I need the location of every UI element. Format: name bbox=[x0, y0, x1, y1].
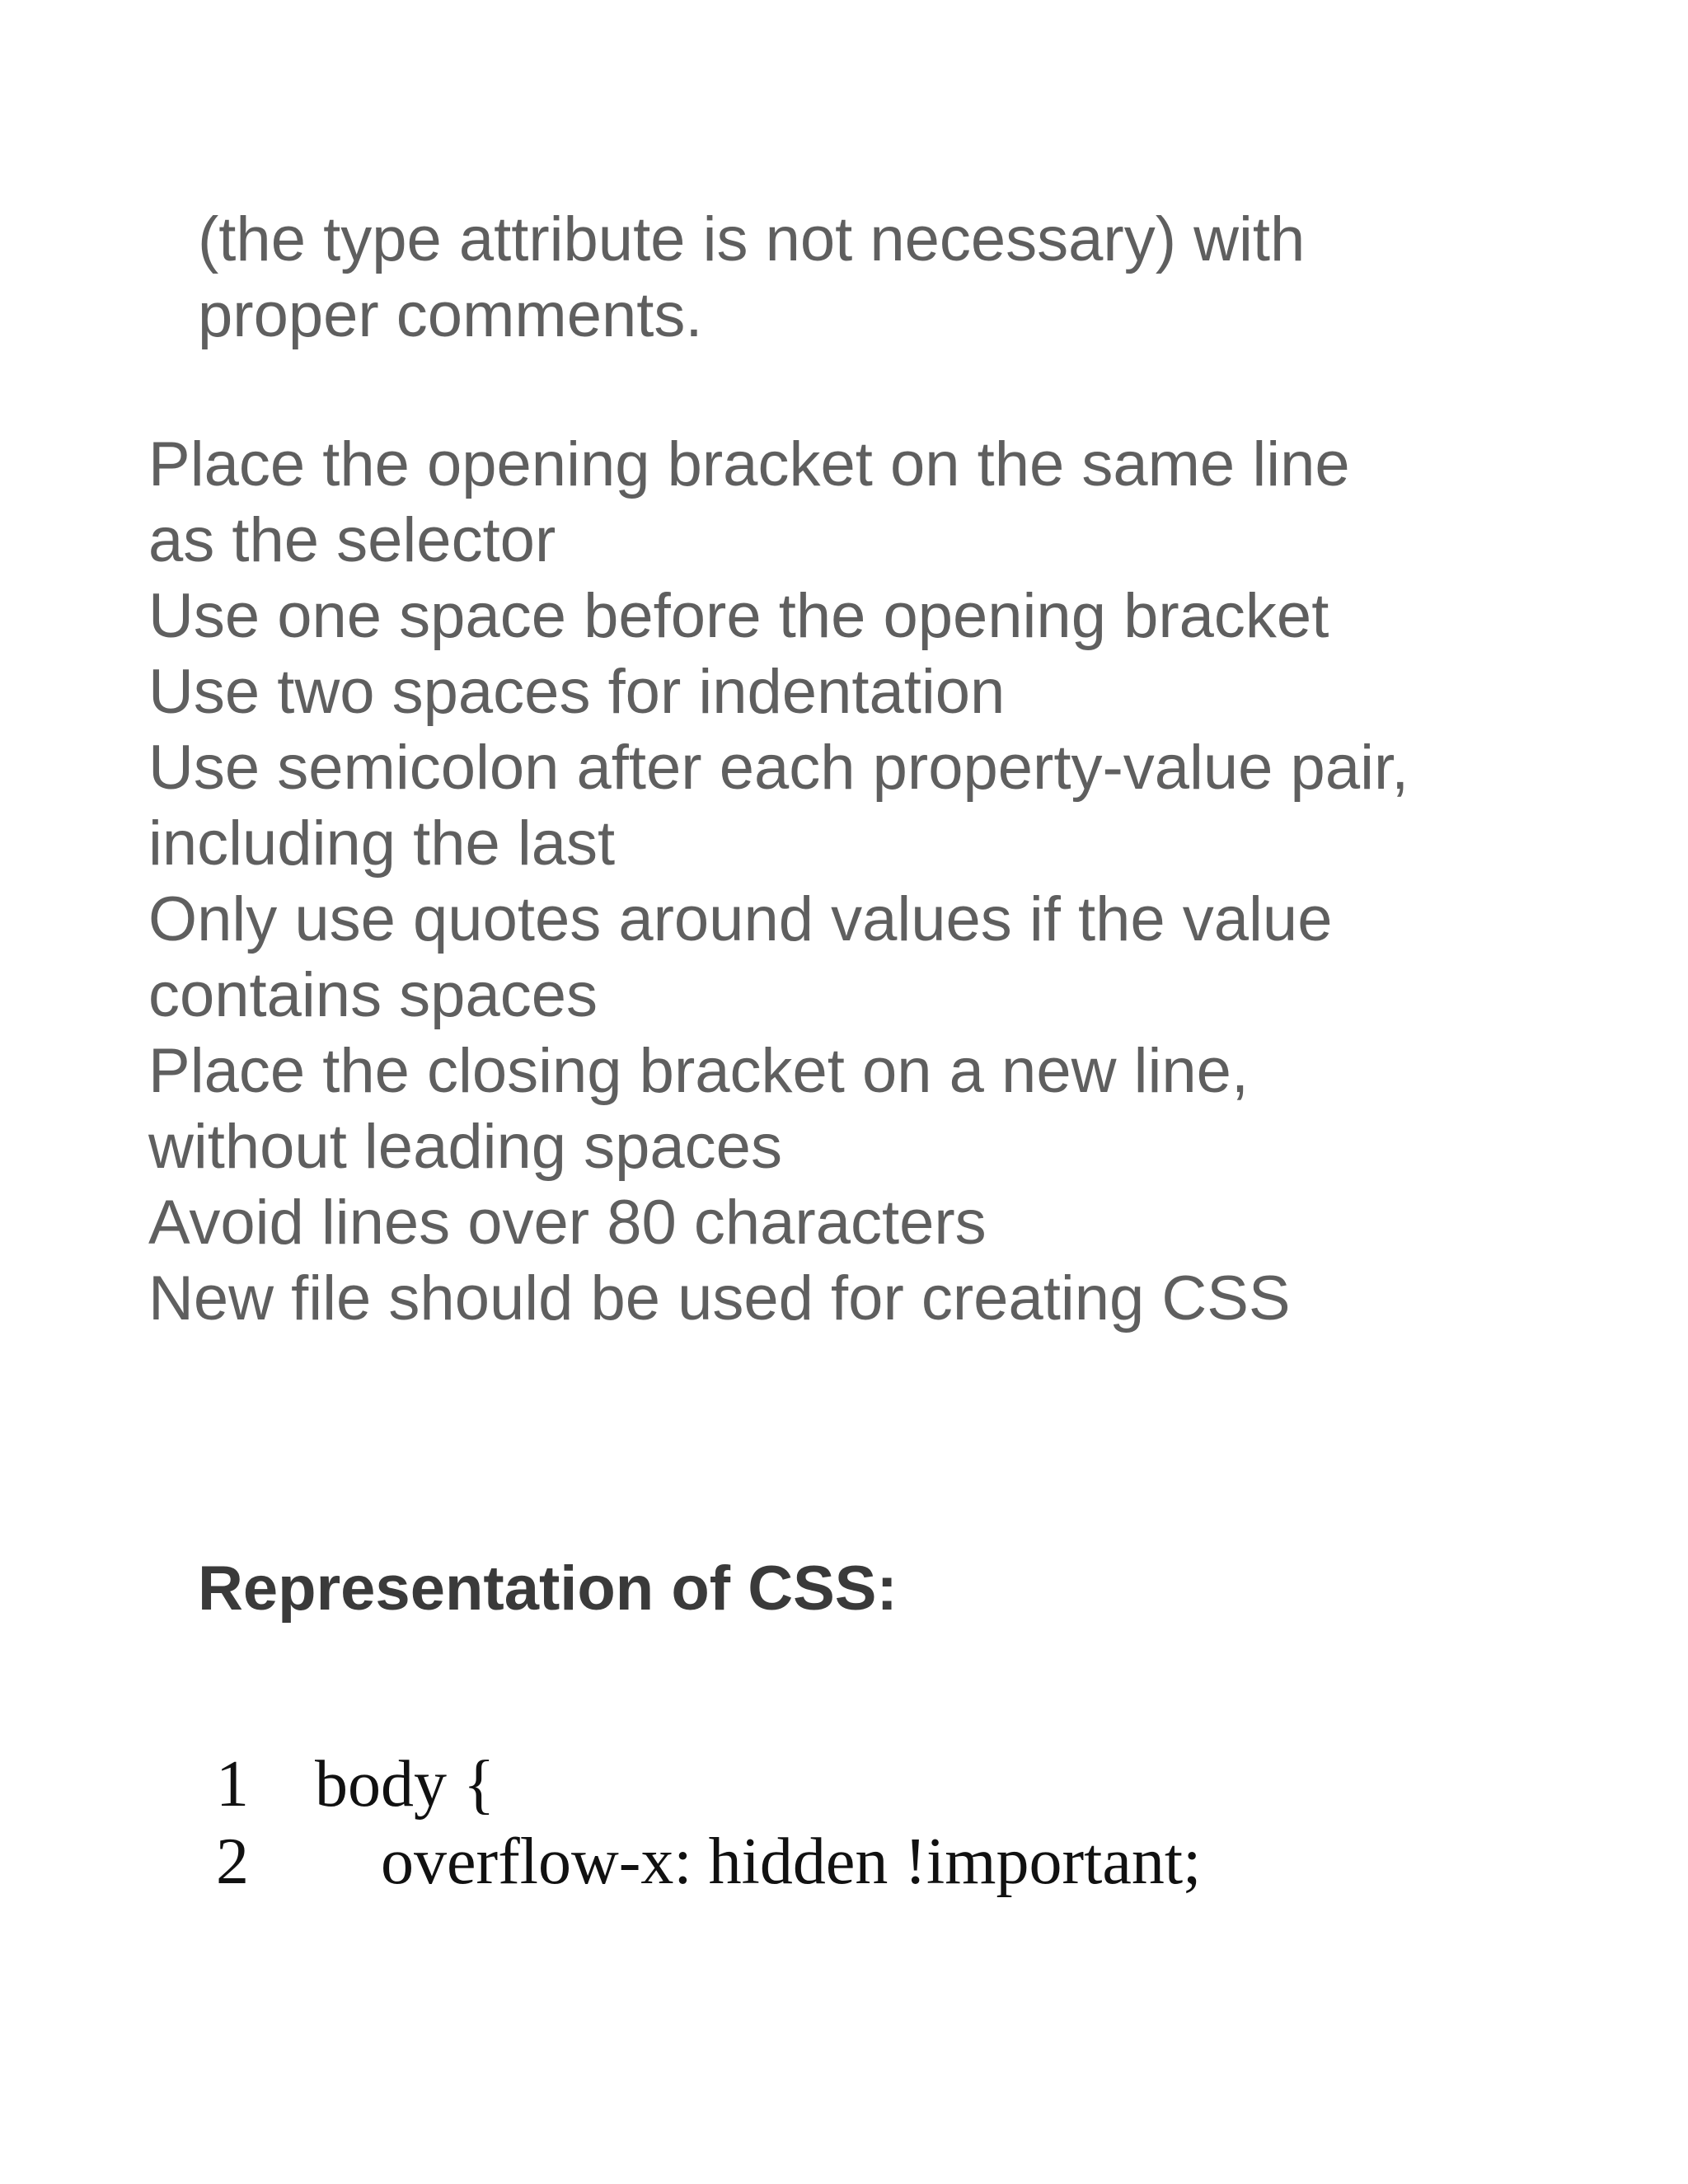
rule-line: Use one space before the opening bracket bbox=[148, 581, 1329, 651]
rule-item bbox=[148, 730, 1648, 882]
rule-line: Place the opening bracket on the same line bbox=[148, 429, 1350, 499]
intro-line: (the type attribute is not necessary) with bbox=[198, 204, 1306, 274]
rule-line: contains spaces bbox=[148, 960, 598, 1030]
section-heading: Representation of CSS: bbox=[198, 1554, 898, 1624]
line-number: 2 bbox=[216, 1825, 249, 1898]
code-text: overflow-x: hidden !important; bbox=[315, 1825, 1202, 1898]
rule-line: Only use quotes around values if the value bbox=[148, 884, 1333, 954]
line-number: 1 bbox=[216, 1748, 249, 1821]
css-rules-list bbox=[148, 427, 1648, 1337]
rule-line: Use two spaces for indentation bbox=[148, 657, 1006, 727]
code-text: body { bbox=[315, 1748, 495, 1821]
rule-item bbox=[148, 1261, 1648, 1337]
rule-line: Use semicolon after each property-value pair, bbox=[148, 733, 1409, 803]
rule-line: including the last bbox=[148, 808, 616, 879]
rule-line: New file should be used for creating CSS bbox=[148, 1263, 1291, 1333]
rule-item bbox=[148, 1185, 1648, 1261]
intro-paragraph bbox=[198, 202, 1599, 354]
rule-item bbox=[148, 654, 1648, 730]
rule-item bbox=[148, 579, 1648, 654]
rule-line: as the selector bbox=[148, 505, 556, 575]
rule-item bbox=[148, 427, 1648, 579]
intro-line: proper comments. bbox=[198, 280, 703, 350]
rule-line: without leading spaces bbox=[148, 1112, 782, 1182]
rule-item bbox=[148, 882, 1648, 1033]
rule-line: Place the closing bracket on a new line, bbox=[148, 1036, 1250, 1106]
rule-item bbox=[148, 1033, 1648, 1185]
rule-line: Avoid lines over 80 characters bbox=[148, 1188, 987, 1258]
